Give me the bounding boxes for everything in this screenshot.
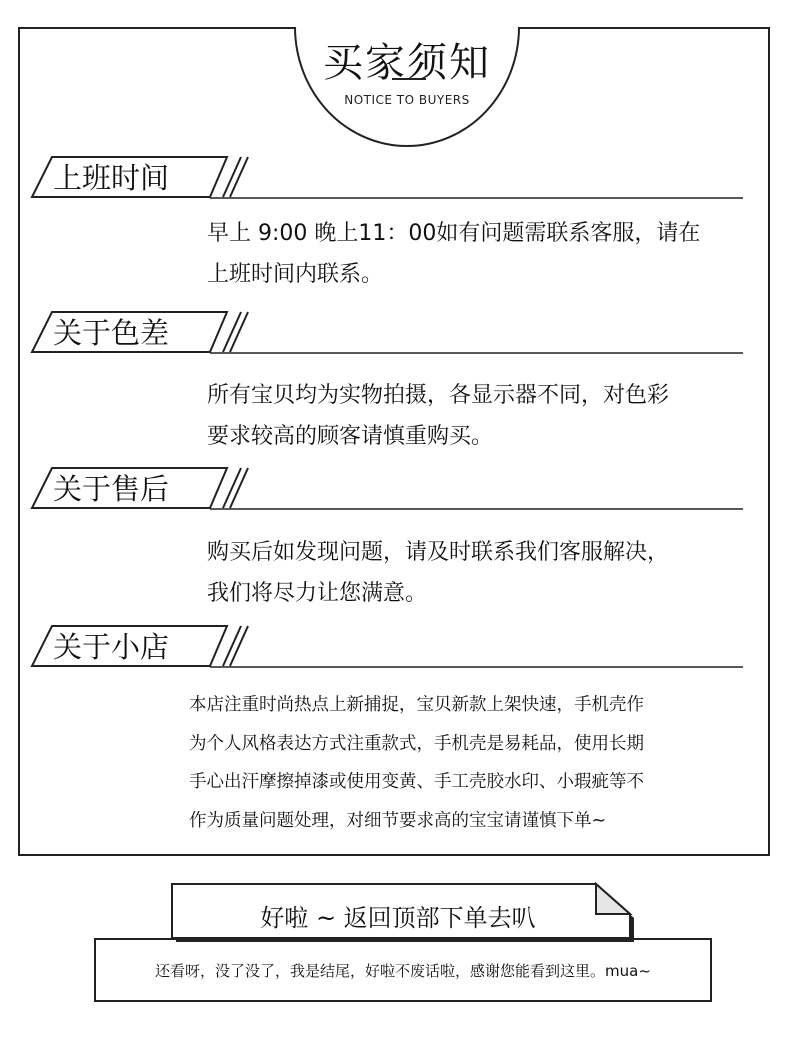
header-badge (294, 27, 520, 147)
section-title: 关于小店 (53, 630, 170, 664)
section-title: 关于售后 (53, 472, 170, 506)
section-header-color-diff (30, 310, 755, 356)
section-header-after-sales (30, 466, 755, 512)
section-body-after-sales (207, 532, 669, 614)
footer-text: 还看呀，没了没了，我是结尾，好啦不废话啦，感谢您能看到这里。mua~ (155, 962, 651, 980)
body-line: 上班时间内联系。 (207, 262, 384, 287)
back-to-top-button[interactable] (172, 884, 634, 942)
section-body-color-diff (207, 375, 669, 457)
body-line: 所有宝贝均为实物拍摄，各显示器不同，对色彩 (207, 383, 670, 408)
body-line: 手心出汗摩擦掉漆或使用变黄、手工壳胶水印、小瑕疵等不 (189, 772, 644, 792)
back-to-top-label: 好啦 ~ 返回顶部下单去叭 (260, 904, 536, 932)
section-title: 上班时间 (53, 161, 170, 195)
section-header-about-shop (30, 624, 755, 670)
page-title: 买家须知 (323, 40, 491, 86)
body-line: 我们将尽力让您满意。 (207, 581, 428, 606)
body-line: 本店注重时尚热点上新捕捉，宝贝新款上架快速，手机壳作 (189, 695, 644, 715)
body-line: 作为质量问题处理，对细节要求高的宝宝请谨慎下单~ (189, 810, 607, 831)
section-header-work-hours (30, 155, 755, 201)
body-line: 早上 9:00 晚上11：00如有问题需联系客服，请在 (207, 221, 701, 246)
section-body-about-shop (189, 686, 644, 840)
body-line: 购买后如发现问题，请及时联系我们客服解决， (207, 540, 670, 565)
body-line: 为个人风格表达方式注重款式，手机壳是易耗品，使用长期 (189, 733, 644, 754)
page-subtitle: NOTICE TO BUYERS (344, 93, 470, 107)
section-body-work-hours (207, 213, 700, 295)
footer-note (94, 938, 712, 1002)
body-line: 要求较高的顾客请慎重购买。 (207, 424, 494, 449)
title-divider (392, 78, 426, 80)
section-title: 关于色差 (53, 316, 170, 350)
